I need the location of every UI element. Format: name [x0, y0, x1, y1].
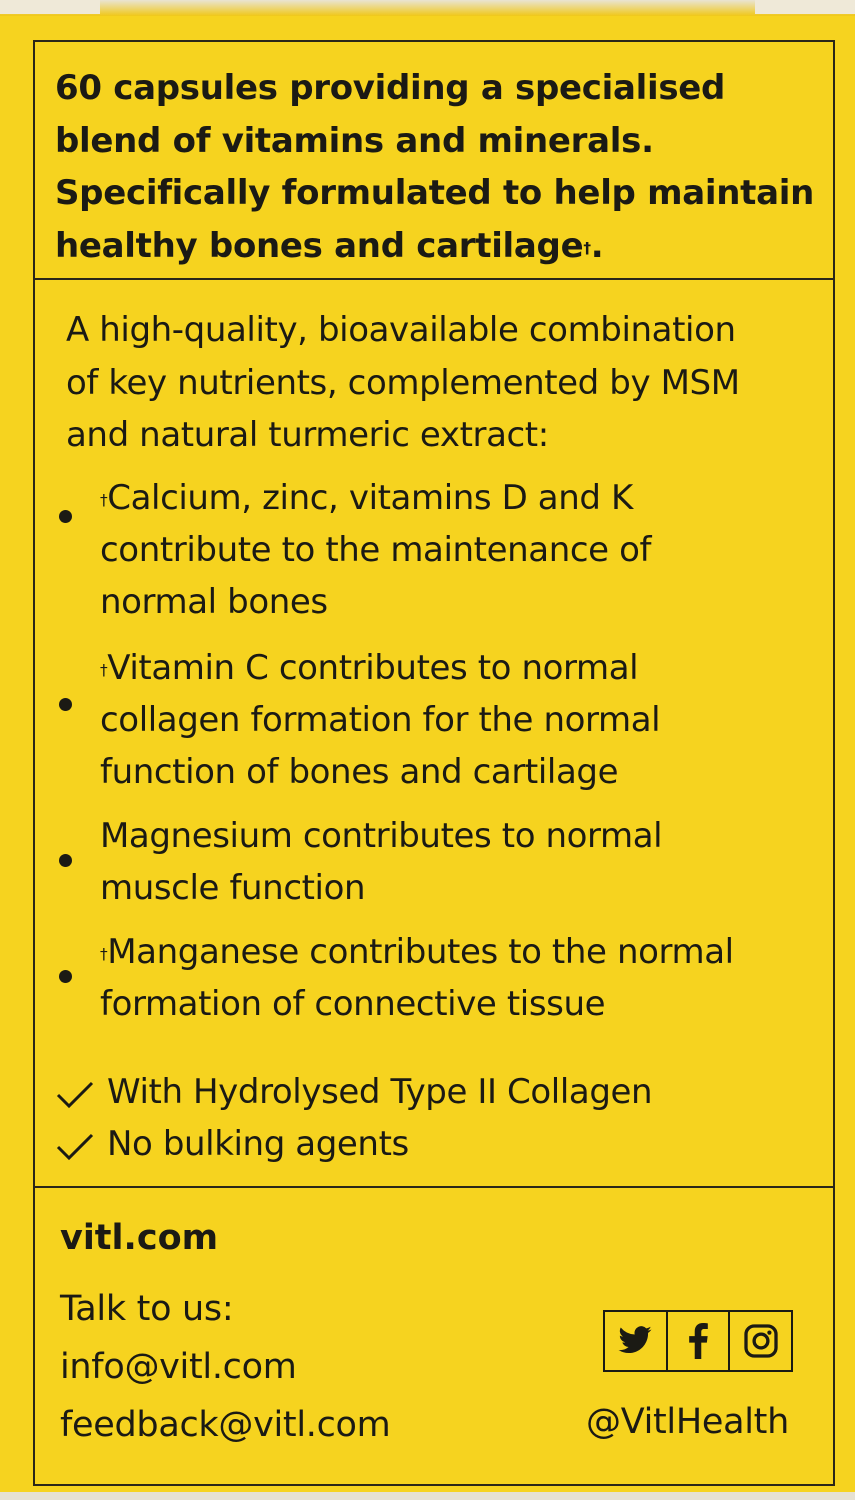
benefit-line: normal bones [100, 582, 328, 622]
feature-item [55, 1118, 825, 1170]
website-link[interactable]: vitl.com [60, 1218, 219, 1258]
summary-line-text: healthy bones and cartilage [55, 225, 584, 266]
box-flap-left [0, 0, 100, 14]
social-icons [603, 1310, 793, 1372]
benefit-text [100, 472, 820, 628]
box-bottom-edge [0, 1492, 855, 1500]
benefit-line: formation of connective tissue [100, 984, 606, 1024]
facebook-f-glyph [687, 1323, 709, 1359]
box-flap-right [755, 0, 855, 14]
benefit-line: contribute to the maintenance of [100, 530, 652, 570]
checkmark-icon [55, 1132, 95, 1162]
summary-text [55, 62, 825, 272]
intro-line: and natural turmeric extract: [66, 415, 549, 455]
dagger-mark: † [100, 491, 108, 509]
summary-line: Specifically formulated to help maintain [55, 173, 815, 213]
email-info-link[interactable]: info@vitl.com [60, 1347, 297, 1387]
checkmark-icon [55, 1080, 95, 1110]
feature-item [55, 1066, 825, 1118]
benefit-line [100, 642, 820, 694]
benefit-line: muscle function [100, 868, 366, 908]
dagger-mark: † [100, 945, 108, 963]
intro-line: A high-quality, bioavailable combination [66, 310, 736, 350]
benefit-text [100, 642, 820, 798]
box-top-edge [0, 0, 855, 16]
summary-section [35, 42, 833, 280]
intro-text [66, 304, 826, 462]
dagger-mark: † [583, 238, 591, 257]
benefit-line [100, 472, 820, 524]
benefit-line: collagen formation for the normal [100, 700, 661, 740]
summary-line: 60 capsules providing a specialised [55, 68, 726, 108]
summary-line [55, 220, 825, 273]
feature-text: With Hydrolysed Type II Collagen [107, 1072, 653, 1112]
instagram-camera-glyph [743, 1323, 779, 1359]
summary-line: blend of vitamins and minerals. [55, 120, 654, 161]
benefit-line: function of bones and cartilage [100, 752, 619, 792]
talk-label: Talk to us: [60, 1289, 234, 1329]
benefit-line-text: Calcium, zinc, vitamins D and K [107, 478, 633, 518]
bullet-dot [59, 970, 72, 983]
benefit-line [100, 926, 820, 978]
benefit-line-text: Vitamin C contributes to normal [107, 648, 639, 688]
contact-section [35, 1188, 833, 1484]
benefit-text [100, 926, 820, 1030]
twitter-icon[interactable] [605, 1312, 668, 1370]
instagram-icon[interactable] [730, 1312, 791, 1370]
benefits-section [35, 280, 833, 1188]
dagger-mark: † [100, 661, 108, 679]
email-feedback-link[interactable]: feedback@vitl.com [60, 1405, 391, 1445]
summary-period: . [590, 225, 604, 266]
feature-text: No bulking agents [107, 1124, 409, 1164]
social-handle[interactable]: @VitlHealth [586, 1402, 789, 1442]
facebook-icon[interactable] [668, 1312, 731, 1370]
bullet-dot [59, 698, 72, 711]
bullet-dot [59, 510, 72, 523]
benefit-line-text: Manganese contributes to the normal [107, 932, 734, 972]
contact-block [60, 1280, 390, 1454]
bullet-dot [59, 854, 72, 867]
benefit-line: Magnesium contributes to normal [100, 816, 663, 856]
twitter-bird-glyph [617, 1326, 653, 1356]
benefit-text [100, 810, 820, 914]
intro-line: of key nutrients, complemented by MSM [66, 362, 740, 403]
panel-frame [33, 40, 835, 1486]
